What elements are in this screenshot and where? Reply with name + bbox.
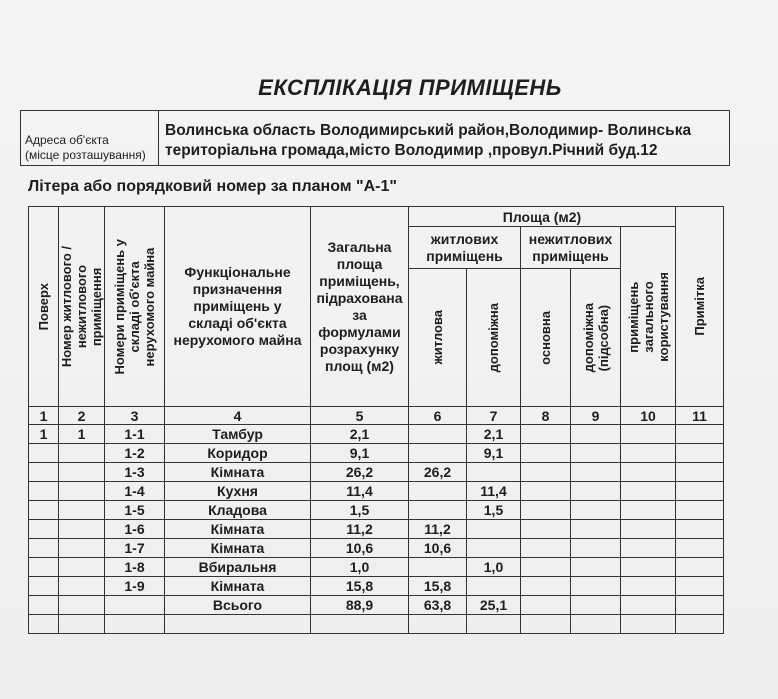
header-main: основна (521, 269, 571, 407)
cell-empty (621, 615, 676, 634)
header-nonresidential: нежитлових приміщень (521, 227, 621, 269)
cell-floor: 1 (29, 425, 59, 444)
cell-empty (621, 596, 676, 615)
cell-empty (676, 482, 724, 501)
cell-empty (521, 444, 571, 463)
cell-living: 15,8 (409, 577, 467, 596)
cell-empty (621, 425, 676, 444)
table-row (29, 501, 724, 520)
cell-floor (29, 482, 59, 501)
header-auxiliary: допоміжна (467, 269, 521, 407)
cell-room: 1-7 (105, 539, 165, 558)
explication-table (28, 206, 724, 634)
cell-total: 26,2 (311, 463, 409, 482)
table-row (29, 482, 724, 501)
cell-name: Кімната (165, 463, 311, 482)
cell-empty (621, 577, 676, 596)
cell-empty (29, 596, 59, 615)
cell-room: 1-2 (105, 444, 165, 463)
address-box (20, 110, 730, 166)
cell-total: 10,6 (311, 539, 409, 558)
cell-aux: 1,0 (467, 558, 521, 577)
cell-total: 1,0 (311, 558, 409, 577)
cell-empty (521, 615, 571, 634)
cell-empty (521, 463, 571, 482)
cell-empty (621, 539, 676, 558)
cell-total-label: Всього (165, 596, 311, 615)
empty-row (29, 615, 724, 634)
cell-empty (621, 501, 676, 520)
cell-empty (571, 444, 621, 463)
cell-floor (29, 558, 59, 577)
cell-empty (571, 615, 621, 634)
cell-living: 11,2 (409, 520, 467, 539)
cell-premise (59, 444, 105, 463)
header-aux-basement: допоміжна (підсобна) (571, 269, 621, 407)
address-value (159, 111, 729, 165)
cell-empty (571, 577, 621, 596)
col-num: 10 (621, 407, 676, 425)
cell-empty (621, 520, 676, 539)
header-function: Функціональне призначення приміщень у складі об'єкта нерухомого майна (165, 207, 311, 407)
cell-name: Кімната (165, 539, 311, 558)
cell-empty (521, 501, 571, 520)
cell-room: 1-6 (105, 520, 165, 539)
cell-total: 11,2 (311, 520, 409, 539)
page-title: ЕКСПЛІКАЦІЯ ПРИМІЩЕНЬ (258, 75, 562, 100)
table-row (29, 463, 724, 482)
address-label-line2: (місце розташування) (25, 148, 146, 162)
cell-empty (621, 444, 676, 463)
col-num: 2 (59, 407, 105, 425)
cell-aux: 9,1 (467, 444, 521, 463)
cell-empty (521, 577, 571, 596)
cell-living: 10,6 (409, 539, 467, 558)
cell-empty (676, 596, 724, 615)
cell-total-sum: 88,9 (311, 596, 409, 615)
cell-premise (59, 520, 105, 539)
cell-empty (676, 558, 724, 577)
cell-empty (676, 577, 724, 596)
cell-aux (467, 539, 521, 558)
col-num: 11 (676, 407, 724, 425)
cell-living (409, 482, 467, 501)
col-num: 3 (105, 407, 165, 425)
header-common-use: приміщень загального користування (621, 227, 676, 407)
col-num: 4 (165, 407, 311, 425)
cell-aux: 2,1 (467, 425, 521, 444)
cell-empty (311, 615, 409, 634)
cell-empty (676, 425, 724, 444)
cell-room: 1-8 (105, 558, 165, 577)
cell-aux: 11,4 (467, 482, 521, 501)
cell-premise (59, 539, 105, 558)
header-room-numbers: Номери приміщень у складі об'єкта нерухомого майна (105, 207, 165, 407)
table-row (29, 558, 724, 577)
cell-empty (676, 615, 724, 634)
table-body (29, 425, 724, 634)
cell-empty (521, 425, 571, 444)
cell-premise (59, 482, 105, 501)
header-floor: Поверх (29, 207, 59, 407)
cell-name: Кімната (165, 520, 311, 539)
table-row (29, 520, 724, 539)
cell-empty (676, 444, 724, 463)
cell-total: 1,5 (311, 501, 409, 520)
cell-empty (571, 539, 621, 558)
cell-empty (676, 539, 724, 558)
cell-empty (676, 501, 724, 520)
cell-aux: 1,5 (467, 501, 521, 520)
header-total-area: Загальна площа приміщень, підрахована за формулами розрахунку площ (м2) (311, 207, 409, 407)
address-label-line1: Адреса об'єкта (25, 133, 109, 147)
cell-room: 1-3 (105, 463, 165, 482)
cell-premise: 1 (59, 425, 105, 444)
cell-empty (571, 596, 621, 615)
cell-empty (571, 558, 621, 577)
address-value-line2: територіальна громада,місто Володимир ,провул.Річний буд.12 (165, 142, 658, 159)
cell-empty (59, 596, 105, 615)
cell-empty (521, 558, 571, 577)
header-living: житлова (409, 269, 467, 407)
cell-floor (29, 444, 59, 463)
cell-room: 1-9 (105, 577, 165, 596)
cell-floor (29, 501, 59, 520)
cell-empty (105, 596, 165, 615)
cell-total: 9,1 (311, 444, 409, 463)
cell-name: Вбиральня (165, 558, 311, 577)
litera-line: Літера або порядковий номер за планом "А-1" (28, 178, 397, 195)
cell-room: 1-4 (105, 482, 165, 501)
cell-name: Коридор (165, 444, 311, 463)
cell-living (409, 558, 467, 577)
cell-aux (467, 520, 521, 539)
cell-empty (521, 539, 571, 558)
cell-name: Кімната (165, 577, 311, 596)
cell-empty (571, 520, 621, 539)
cell-living: 26,2 (409, 463, 467, 482)
header-premise-number: Номер житлового / нежитлового приміщення (59, 207, 105, 407)
total-row (29, 596, 724, 615)
cell-name: Кладова (165, 501, 311, 520)
cell-empty (571, 501, 621, 520)
cell-total: 15,8 (311, 577, 409, 596)
cell-empty (105, 615, 165, 634)
col-num: 8 (521, 407, 571, 425)
cell-empty (676, 463, 724, 482)
col-num: 7 (467, 407, 521, 425)
cell-total: 11,4 (311, 482, 409, 501)
col-num: 9 (571, 407, 621, 425)
col-num: 5 (311, 407, 409, 425)
cell-empty (409, 615, 467, 634)
address-value-line1: Волинська область Володимирський район,Володимир- Волинська (165, 122, 692, 139)
cell-empty (467, 615, 521, 634)
cell-room: 1-5 (105, 501, 165, 520)
cell-total: 2,1 (311, 425, 409, 444)
cell-empty (621, 558, 676, 577)
cell-empty (521, 596, 571, 615)
col-num: 6 (409, 407, 467, 425)
cell-empty (571, 425, 621, 444)
address-label (21, 111, 159, 165)
column-number-row (29, 407, 724, 425)
cell-total-living: 63,8 (409, 596, 467, 615)
cell-name: Кухня (165, 482, 311, 501)
cell-premise (59, 463, 105, 482)
cell-living (409, 425, 467, 444)
cell-living (409, 501, 467, 520)
cell-empty (571, 482, 621, 501)
header-area: Площа (м2) (409, 207, 676, 227)
cell-premise (59, 577, 105, 596)
cell-empty (676, 520, 724, 539)
cell-empty (29, 615, 59, 634)
cell-empty (521, 482, 571, 501)
cell-total-aux: 25,1 (467, 596, 521, 615)
cell-premise (59, 501, 105, 520)
cell-empty (571, 463, 621, 482)
header-note: Примітка (676, 207, 724, 407)
cell-floor (29, 463, 59, 482)
col-num: 1 (29, 407, 59, 425)
cell-premise (59, 558, 105, 577)
header-residential: житлових приміщень (409, 227, 521, 269)
cell-floor (29, 539, 59, 558)
cell-floor (29, 520, 59, 539)
cell-empty (59, 615, 105, 634)
cell-aux (467, 577, 521, 596)
table-row (29, 425, 724, 444)
cell-empty (521, 520, 571, 539)
cell-empty (621, 463, 676, 482)
table-row (29, 539, 724, 558)
table-row (29, 444, 724, 463)
cell-aux (467, 463, 521, 482)
cell-name: Тамбур (165, 425, 311, 444)
table-row (29, 577, 724, 596)
cell-room: 1-1 (105, 425, 165, 444)
cell-empty (165, 615, 311, 634)
cell-floor (29, 577, 59, 596)
cell-empty (621, 482, 676, 501)
cell-living (409, 444, 467, 463)
